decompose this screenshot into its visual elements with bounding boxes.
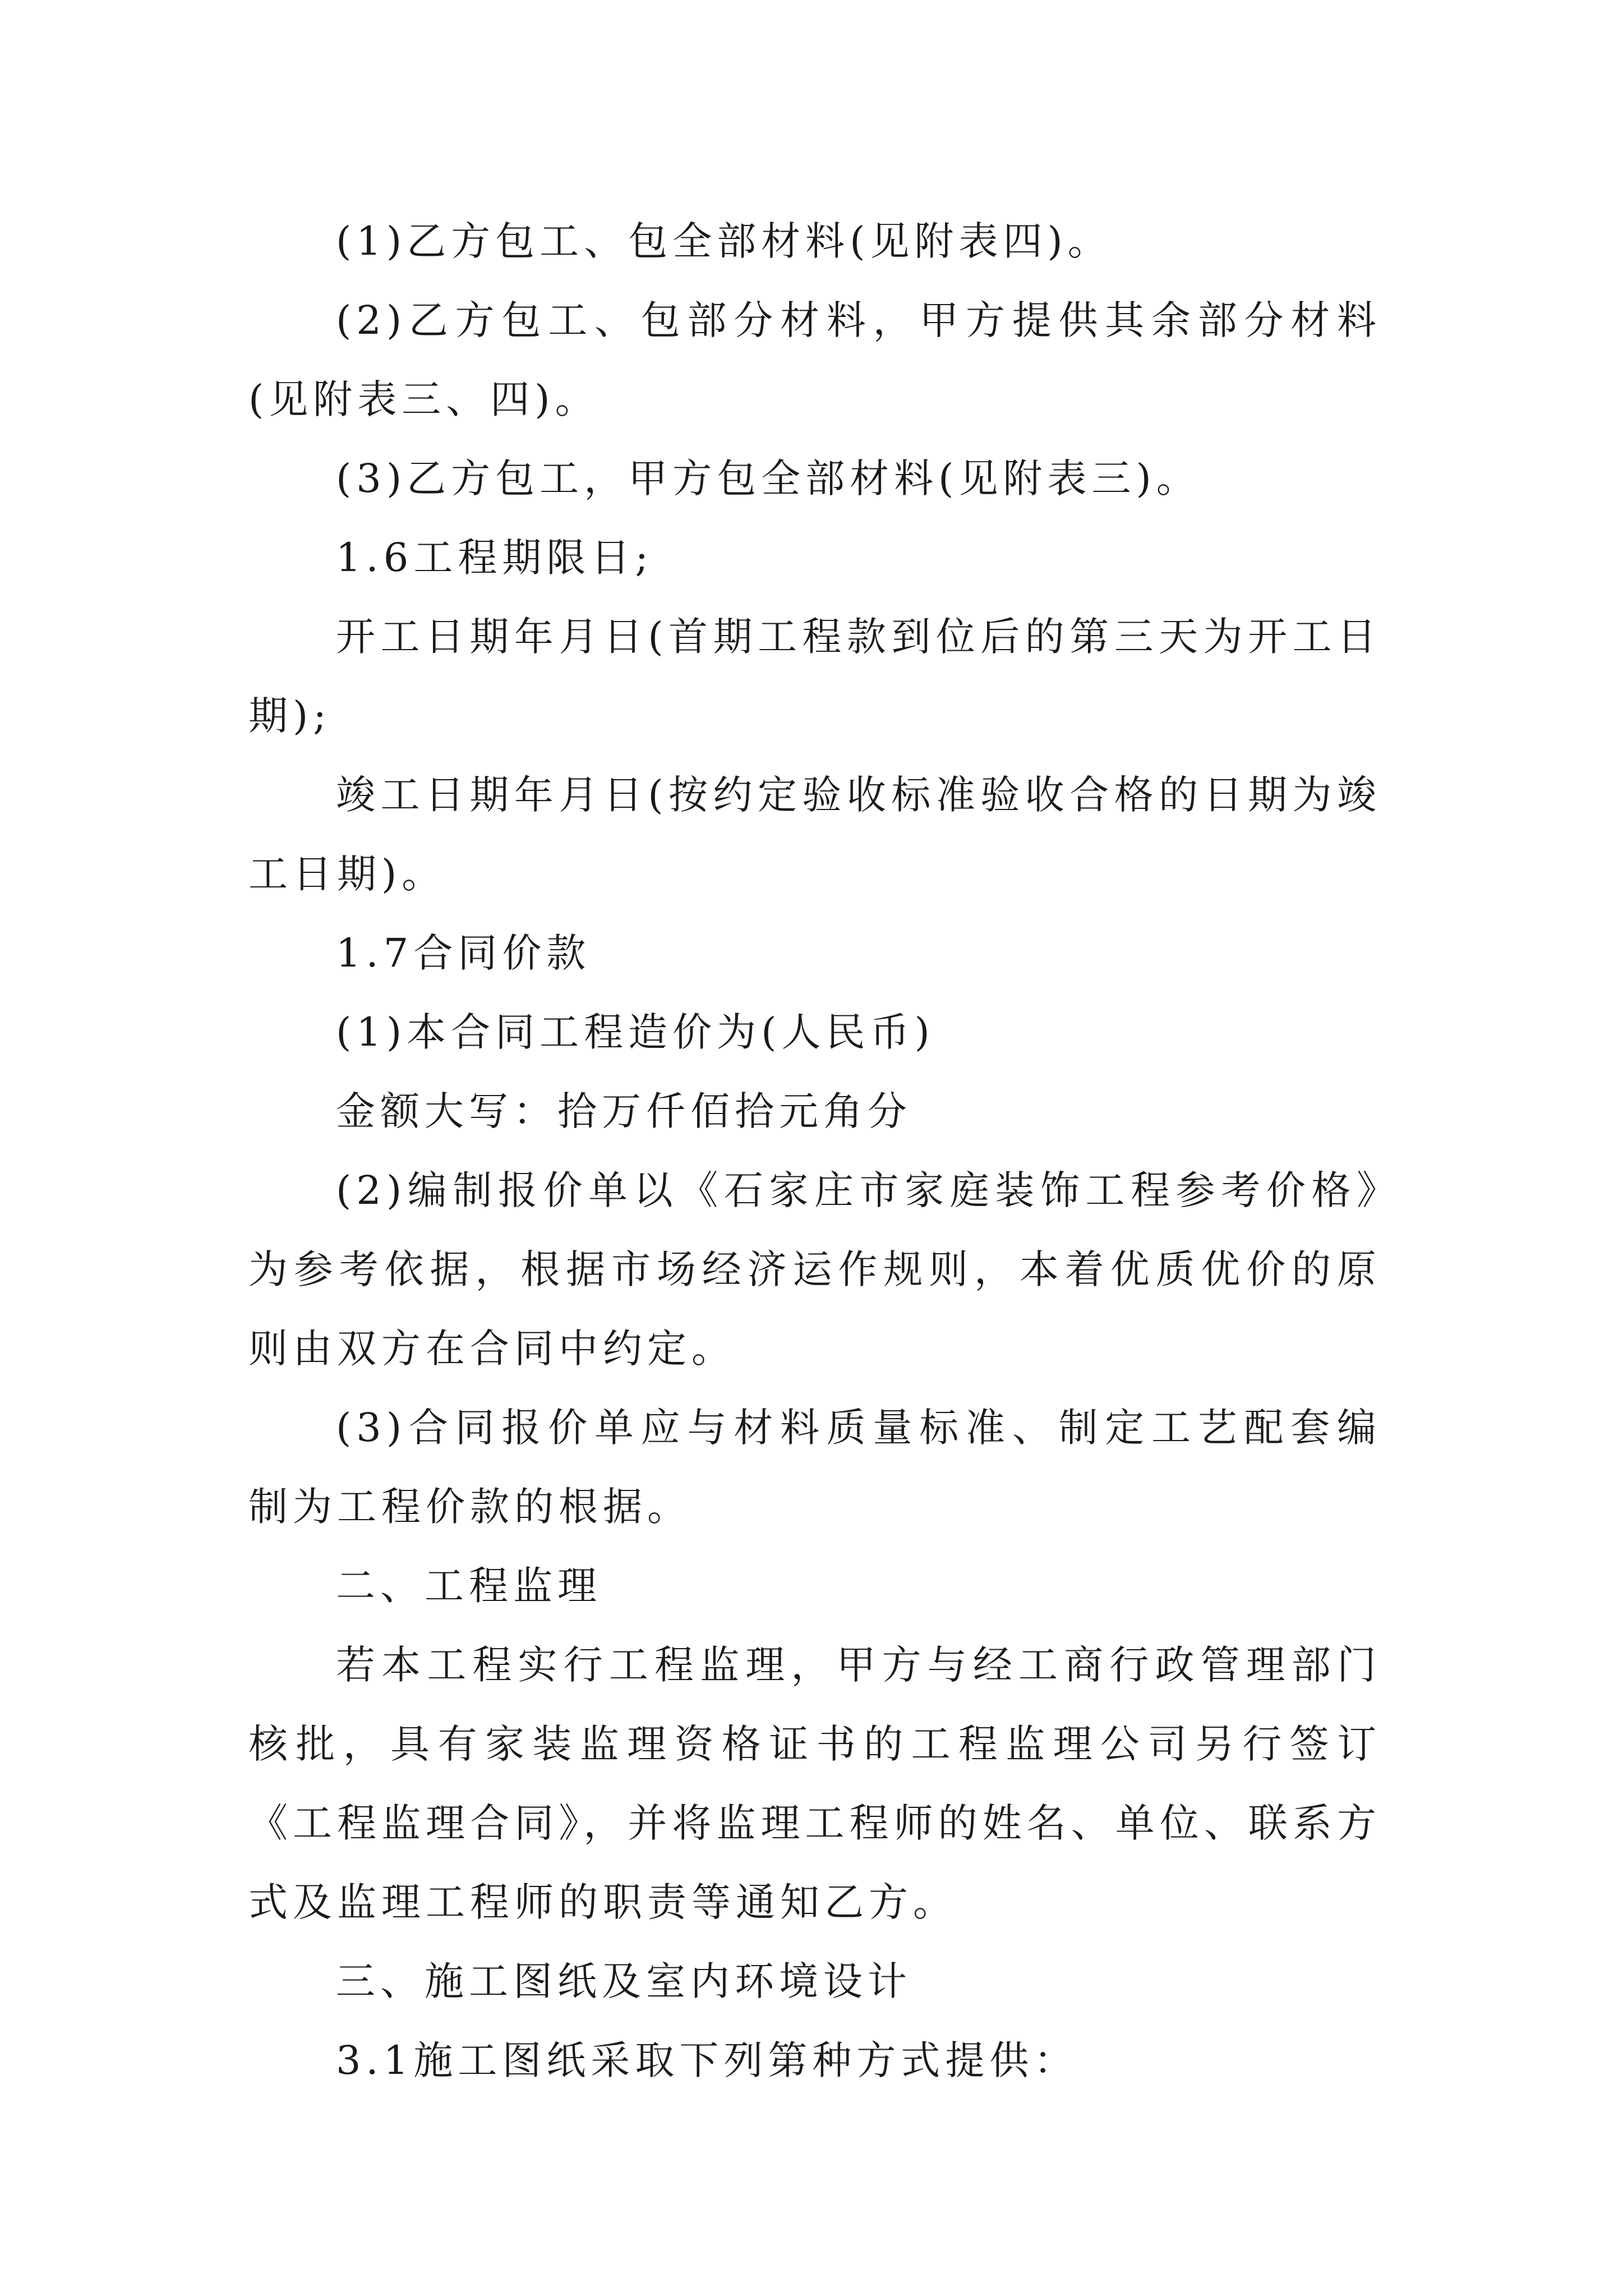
paragraph-supervision-details: 若本工程实行工程监理，甲方与经工商行政管理部门核批，具有家装监理资格证书的工程监理公司另行签订《工程监理合同》，并将监理工程师的姓名、单位、联系方式及监理工程师的职责等通知乙方。 bbox=[248, 1642, 1381, 1925]
heading-construction-drawings: 三、施工图纸及室内环境设计 bbox=[336, 1958, 912, 2004]
heading-engineering-supervision: 二、工程监理 bbox=[336, 1563, 602, 1609]
paragraph-contract-price: (1)本合同工程造价为(人民币) bbox=[336, 1009, 935, 1055]
paragraph-option-3: (3)乙方包工，甲方包全部材料(见附表三)。 bbox=[336, 455, 1201, 501]
paragraph-section-1-7: 1.7合同价款 bbox=[336, 930, 591, 976]
paragraph-amount-in-words: 金额大写：拾万仟佰拾元角分 bbox=[336, 1088, 912, 1134]
paragraph-quotation-basis: (2)编制报价单以《石家庄市家庭装饰工程参考价格》为参考依据，根据市场经济运作规则，本着优质优价的原则由双方在合同中约定。 bbox=[248, 1167, 1381, 1372]
paragraph-option-2: (2)乙方包工、包部分材料，甲方提供其余部分材料(见附表三、四)。 bbox=[248, 297, 1381, 422]
paragraph-option-1: (1)乙方包工、包全部材料(见附表四)。 bbox=[336, 218, 1112, 264]
paragraph-start-date: 开工日期年月日(首期工程款到位后的第三天为开工日期); bbox=[248, 614, 1381, 739]
paragraph-section-1-6: 1.6工程期限日; bbox=[336, 535, 653, 581]
paragraph-completion-date: 竣工日期年月日(按约定验收标准验收合格的日期为竣工日期)。 bbox=[248, 772, 1381, 897]
paragraph-section-3-1: 3.1施工图纸采取下列第种方式提供： bbox=[336, 2037, 1078, 2083]
paragraph-quotation-rules: (3)合同报价单应与材料质量标准、制定工艺配套编制为工程价款的根据。 bbox=[248, 1405, 1381, 1530]
document-body bbox=[248, 202, 1381, 2100]
